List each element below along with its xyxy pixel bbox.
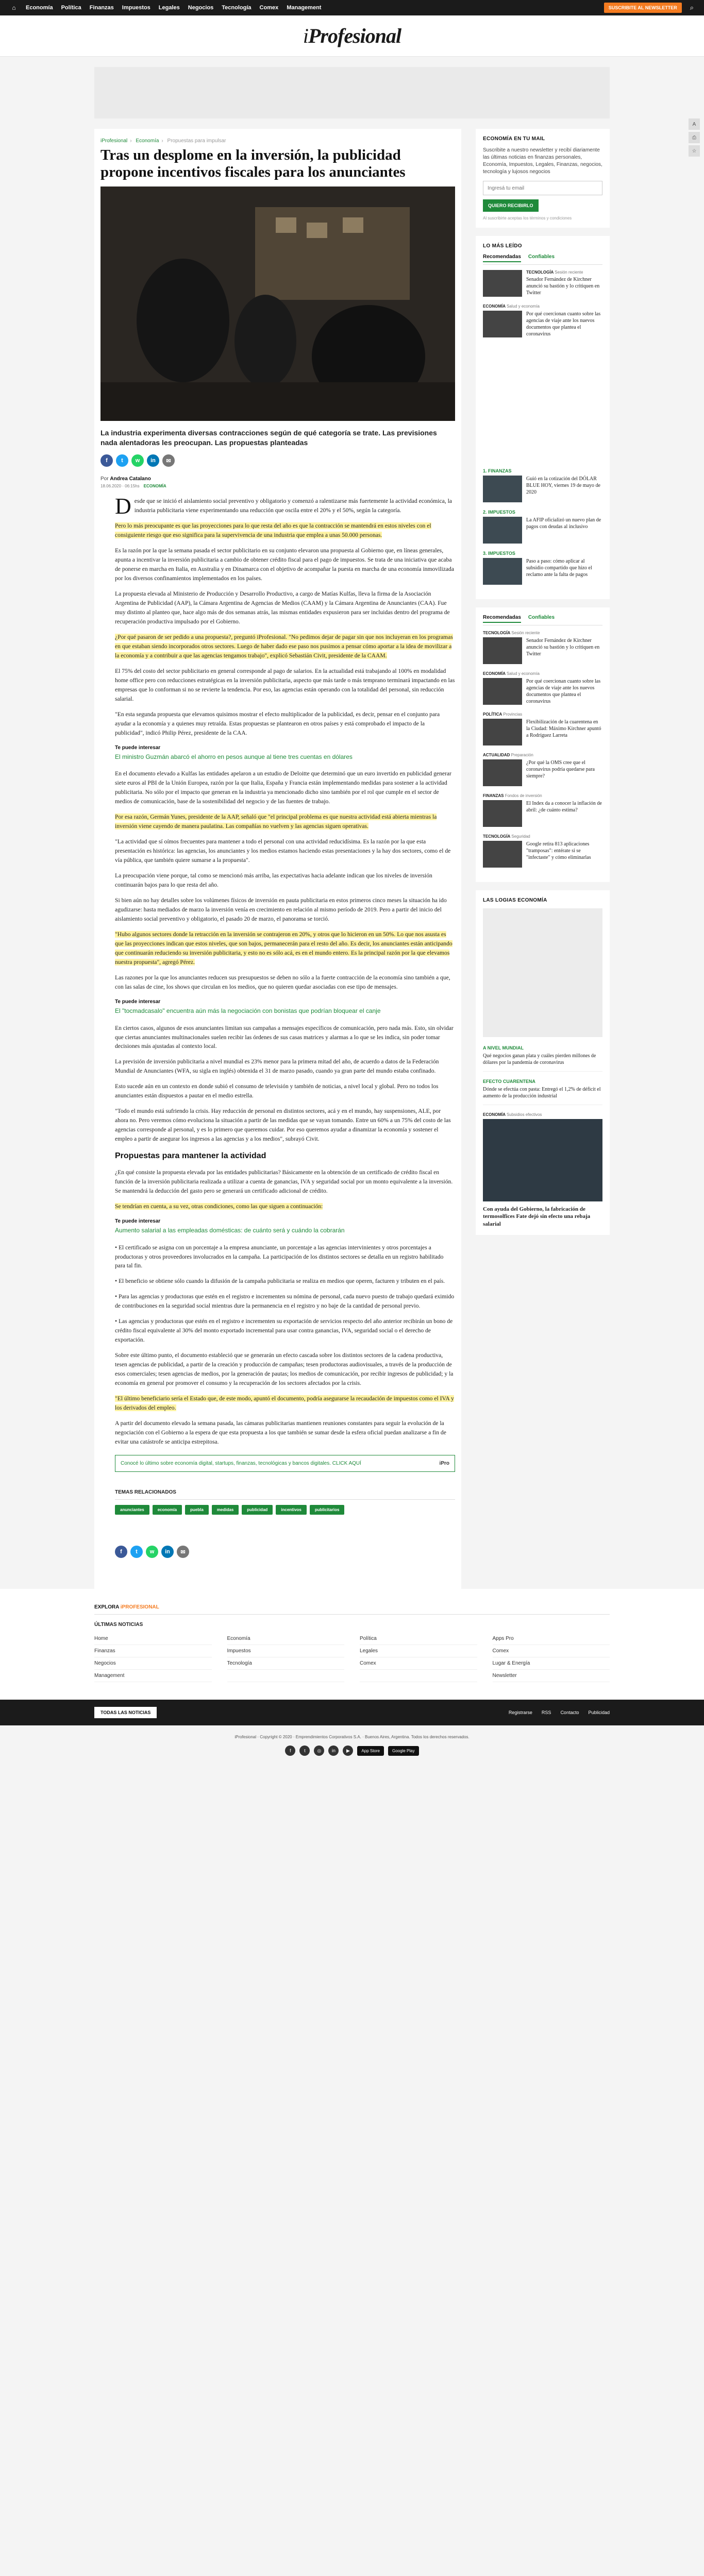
ad-slot — [483, 345, 602, 468]
footer-link — [360, 1670, 477, 1682]
paragraph: "En esta segunda propuesta que elevamos quisimos mostrar el efecto multiplicador de la publicidad, es decir, pensar en el conjunto para ayudar a la economía y a quienes muy retraída. Estas propuestas se plantearon en otros países y está comprobado el impacto de la publicidad", indicó Philip Pérez, presidente de la CAA. — [115, 710, 440, 736]
item-section: ECONOMÍA Subsidios efectivos — [483, 1112, 542, 1117]
footer-bottom — [0, 1725, 704, 1771]
footer-links-grid — [94, 1633, 610, 1682]
item-title: Dónde se efectúa con pasta: Entregó el 1,2% de déficit el aumento de la producción industrial — [483, 1087, 601, 1099]
item-title: Google retira 813 aplicaciones "tramposas": entérate si se "infectaste" y cómo eliminarlas — [526, 841, 591, 860]
item-title: Senador Fernández de Kirchner anunció su bastión y lo critiquen en Twitter — [526, 638, 600, 657]
subscribe-newsletter-button[interactable]: SUSCRIBITE AL NEWSLETTER — [604, 3, 682, 13]
all-news-button[interactable]: TODAS LAS NOTICIAS — [94, 1707, 157, 1718]
content-wrapper — [94, 129, 610, 1589]
twitter-icon[interactable]: t — [116, 454, 128, 467]
item-title: El Index da a conocer la inflación de abril: ¿de cuánto estima? — [526, 801, 602, 813]
paragraph: Desde que se inició el aislamiento social preventivo y obligatorio y comenzó a ralentizarse más fuertemente la actividad económica, la industria publicitaria viene experimentando una reducción que oscila entre el 20% y el 50%, según la categoría. — [115, 494, 452, 519]
article-title: Tras un desplome en la inversión, la publicidad propone incentivos fiscales para los anunciantes — [100, 147, 406, 181]
tab-recomendadas[interactable]: Recomendadas — [483, 254, 521, 262]
nav-item-finanzas[interactable]: Finanzas — [89, 5, 114, 11]
numbered-item[interactable] — [483, 510, 602, 544]
twitter-icon[interactable]: t — [299, 1745, 310, 1756]
nav-item-negocios[interactable]: Negocios — [188, 5, 214, 11]
thumbnail — [483, 841, 522, 868]
author-line: Por Andrea Catalano — [100, 476, 151, 482]
editorial-widget — [476, 890, 610, 1235]
subscribe-button[interactable]: QUIERO RECIBIRLO — [483, 199, 539, 212]
linkedin-icon[interactable]: in — [328, 1745, 339, 1756]
item-title: Por qué coercionan cuanto sobre las agencias de viaje ante los nuevos documentos que plantea el coronavirus — [526, 679, 601, 704]
related-label: Te puede interesar — [115, 998, 161, 1005]
search-icon[interactable]: ⌕ — [690, 4, 694, 11]
nav-item-economia[interactable]: Economía — [26, 5, 53, 11]
nav-item-comex[interactable]: Comex — [259, 5, 279, 11]
item-title: ¿Por qué la OMS cree que el coronavirus podría quedarse para siempre? — [526, 760, 595, 779]
section-heading: Propuestas para mantener la actividad — [115, 1151, 266, 1161]
thumbnail — [483, 517, 522, 544]
sidebar — [476, 129, 610, 1589]
footer-bar — [0, 1700, 704, 1725]
email-input[interactable] — [483, 181, 602, 195]
footer-link[interactable]: Lugar & Energía — [493, 1657, 610, 1670]
footer-link[interactable]: Comex — [360, 1657, 477, 1670]
paragraph: En el documento elevado a Kulfas las entidades apelaron a un estudio de Deloitte que determinó que un euro invertido en publicidad generar siete euros al PBI de la Unión Europea, razón por la que Italia, España y Francia están implementando medidas para sostener a la actividad publicitaria. No sólo por el impacto que generan en la industria ya mencionado dicho sino también por el rol que cumple en el sector de medios de comunicación, base de la sostenibilidad del negocio y de las fuentes de trabajo. — [115, 770, 451, 805]
paragraph: ¿En qué consiste la propuesta elevada por las entidades publicitarias? Básicamente en la obtención de un certificado de crédito fiscal en función de la inversión publicitaria realizada a utilizar a cuenta de ganancias, IVA y seguridad social por un monto equivalente a la inversión. Se mantendrá la deducción del gasto pero se generará un certificado adicional de crédito. — [115, 1168, 453, 1194]
related-link[interactable]: El ministro Guzmán abarcó el ahorro en pesos aunque al tiene tres cuentas en dólares — [115, 753, 353, 761]
paragraph: Si bien aún no hay detalles sobre los volúmenes físicos de inversión en pauta publicitaria en estos primeros cinco meses la situación ha ido agudizarse: hasta mediados de marzo la inversión venía en crecimiento en relación al mismo período de 2019. Pero a partir del inicio del aislamiento social preventivo y obligatorio, el pasado 20 de marzo, el panorama se torció. — [115, 897, 447, 923]
thumbnail — [483, 800, 522, 827]
copyright: iProfesional · Copyright © 2020 · Emprendimientos Corporativos S.A. · Buenos Aires, Argentina. Todos los derechos reservados. — [234, 1735, 470, 1740]
list-item[interactable] — [483, 311, 602, 337]
footer-link[interactable]: Home — [94, 1633, 212, 1645]
item-title: Flexibilización de la cuarentena en la Ciudad: Máximo Kirchner apuntó a Rodríguez Larreta — [526, 719, 601, 738]
recommended-tabs — [483, 615, 602, 625]
email-icon[interactable]: ✉ — [162, 454, 175, 467]
item-section: TECNOLOGÍA Sesión reciente — [483, 631, 540, 635]
newsletter-fine-print: Al suscribirte aceptas los términos y condiciones — [483, 216, 572, 221]
breadcrumb: iProfesional › Economía › Propuestas para impulsar — [100, 138, 226, 144]
facebook-icon[interactable]: f — [100, 454, 113, 467]
footer-bar-link[interactable]: Publicidad — [588, 1710, 610, 1716]
footer-social — [0, 1745, 704, 1756]
newsletter-widget — [476, 129, 610, 228]
footer-explore-title: EXPLORA iPROFESIONAL — [94, 1604, 610, 1615]
tab-confiables[interactable]: Confiables — [528, 615, 555, 620]
tag-chip[interactable]: puebla — [185, 1505, 209, 1515]
list-item[interactable] — [483, 841, 602, 868]
footer-link[interactable]: Tecnología — [227, 1657, 345, 1670]
footer-link[interactable]: Política — [360, 1633, 477, 1645]
bullet-item: • El beneficio se obtiene sólo cuando la difusión de la campaña publicitaria se realiza en medios que operen, facturen y tributen en el país. — [115, 1278, 445, 1285]
nav-item-impuestos[interactable]: Impuestos — [122, 5, 150, 11]
nav-item-legales[interactable]: Legales — [158, 5, 180, 11]
author-name[interactable]: Andrea Catalano — [110, 476, 151, 482]
top-ad-banner — [94, 67, 610, 118]
facebook-icon[interactable]: f — [285, 1745, 295, 1756]
paragraph: Por esa razón, Germán Yunes, presidente de la AAP, señaló que "el principal problema es que nuestra actividad está abierta mientras la inversión viene cayendo de manera paulatina. Las compañías no vuelven y las agencias siguen operativas. — [115, 814, 437, 830]
tag-chip[interactable]: economía — [153, 1505, 182, 1515]
paragraph: Se tendrían en cuenta, a su vez, otras condiciones, como las que siguen a continuación: — [115, 1202, 323, 1210]
facebook-icon[interactable]: f — [115, 1546, 127, 1558]
home-icon[interactable]: ⌂ — [12, 4, 16, 11]
item-section: TECNOLOGÍA Seguridad — [483, 834, 530, 839]
bookmark-icon[interactable]: ☆ — [689, 145, 700, 157]
paragraph: En ciertos casos, algunos de esos anunciantes limitan sus campañas a mensajes específicos de comunicación, pero nada más. Esto, sin olvidar que ciertas anunciantes multinacionales suelen recibir las órdenes de sus casas matrices y alarmas a lo que se les indica, sin poder tomar decisiones más ajustadas al contexto local. — [115, 1024, 454, 1050]
item-section: A NIVEL MUNDIAL — [483, 1045, 524, 1050]
breadcrumb-item[interactable]: Propuestas para impulsar — [167, 138, 226, 144]
list-item[interactable] — [483, 270, 602, 297]
share-buttons-top — [94, 450, 461, 471]
item-section: ECONOMÍA Salud y economía — [483, 304, 540, 309]
story-image[interactable] — [483, 1119, 602, 1201]
thumbnail — [483, 558, 522, 585]
item-section: TECNOLOGÍA Sesión reciente — [526, 270, 583, 275]
editorial-title: LAS LOGIAS ECONOMÍA — [483, 897, 547, 903]
top-navbar — [0, 0, 704, 15]
newsletter-promo-text[interactable]: Conocé lo último sobre economía digital, startups, finanzas, tecnológicas y bancos digitales. CLICK AQUÍ — [121, 1460, 361, 1466]
paragraph: "Todo el mundo está sufriendo la crisis. Hay reducción de personal en distintos sectores, acá y en el mundo, hay suspensiones, ALE, por ahora no. Pero veremos cómo evoluciona la situación a partir de las medidas que se vayan tomando. Entre un 60% a un 75% del costo de las agencias corresponde al personal, y es lo primero que queremos cuidar. Por eso queremos ayudar a dinamizar la economía y sostener el empleo a partir de asegurar los ingresos a las agencias y a los medios", subrayó Civit. — [115, 1108, 451, 1143]
item-section: EFECTO CUARENTENA — [483, 1079, 535, 1084]
thumbnail — [483, 719, 522, 745]
linkedin-icon[interactable]: in — [161, 1546, 174, 1558]
related-tags — [94, 1500, 461, 1525]
paragraph: El 75% del costo del sector publicitario en general corresponde al pago de salarios. En la actualidad está trabajando al 100% en modalidad home office pero con reducciones estratégicas en la inversión publicitaria, aspecto que más tarde o más temprano terminará impactando en las empresas que lo conforman si no se revierte la tendencia. Por eso, las agencias están operando con la totalidad del personal, sin reducción salarial. — [115, 668, 455, 702]
tag-chip[interactable]: publicitarios — [310, 1505, 345, 1515]
list-item[interactable] — [483, 637, 602, 664]
email-icon[interactable]: ✉ — [177, 1546, 189, 1558]
related-topics-title: TEMAS RELACIONADOS — [115, 1480, 455, 1500]
item-section: 3. IMPUESTOS — [483, 551, 515, 556]
item-title: Senador Fernández de Kirchner anunció su bastión y lo critiquen en Twitter — [526, 277, 600, 296]
item-title: Por qué coercionan cuanto sobre las agencias de viaje ante los nuevos documentos que plantea el coronavirus — [526, 311, 601, 337]
most-read-title: LO MÁS LEÍDO — [483, 243, 522, 249]
category-link[interactable]: ECONOMÍA — [143, 484, 166, 489]
instagram-icon[interactable]: ◎ — [314, 1745, 324, 1756]
article-lead: La industria experimenta diversas contracciones según de qué categoría se trate. Las previsiones nada alentadoras les preocupan. Las propuestas planteadas — [100, 428, 437, 447]
item-title: Qué negocios ganan plata y cuáles pierden millones de dólares por la pandemia de coronavirus — [483, 1053, 596, 1065]
item-title: Guió en la cotización del DÓLAR BLUE HOY, viernes 19 de mayo de 2020 — [526, 476, 600, 495]
share-buttons-bottom — [94, 1525, 461, 1589]
numbered-item[interactable] — [483, 468, 602, 502]
paragraph: La previsión de inversión publicitaria a nivel mundial es 23% menor para la primera mitad del año, de acuerdo a datos de la Federación Mundial de Anunciantes (WFA, su sigla en inglés) obtenida el 31 de marzo pasado, cuando ya gran parte del mundo estaba confinado. — [115, 1058, 439, 1075]
nav-item-management[interactable]: Management — [287, 5, 322, 11]
footer-bar-link[interactable]: Contacto — [560, 1710, 579, 1716]
logo-header — [0, 15, 704, 57]
tag-chip[interactable]: incentivos — [276, 1505, 307, 1515]
thumbnail — [483, 476, 522, 502]
item-title: Paso a paso: cómo aplicar al subsidio compartido que hizo el reclamo ante la falta de pagos — [526, 558, 592, 578]
article-main — [94, 129, 461, 1589]
footer-link[interactable]: Economía — [227, 1633, 345, 1645]
item-section: FINANZAS Fondos de inversión — [483, 793, 542, 798]
thumbnail — [483, 270, 522, 297]
footer-bar-link[interactable]: Registrarse — [508, 1710, 532, 1716]
thumbnail — [483, 759, 522, 786]
footer-link[interactable]: Finanzas — [94, 1645, 212, 1657]
paragraph: ¿Por qué pasaron de ser pedido a una propuesta?, preguntó iProfesional. "No pedimos dejar de pagar sin que nos incluyeran en los programas en que estaban siendo incorporados otros sectores. Luego de haber dado ese paso nos pusimos a pensar cómo aportar a la idea de movilizar a la economía y a contribuir a que las agencias tengamos trabajo", explicó Sebastián Civit, presidente de la CAAM. — [115, 634, 453, 659]
nav-item-tecnologia[interactable]: Tecnología — [222, 5, 252, 11]
newsletter-promo-logo: iPro — [439, 1460, 449, 1466]
recommended-widget — [476, 607, 610, 882]
footer-link[interactable]: Management — [94, 1670, 212, 1682]
nav-item-politica[interactable]: Política — [61, 5, 81, 11]
hero-illustration — [100, 187, 455, 421]
tag-chip[interactable]: anunciantes — [115, 1505, 149, 1515]
newsletter-promo-box[interactable] — [115, 1455, 455, 1472]
item-title[interactable]: Con ayuda del Gobierno, la fabricación de termosolfices Fate dejó sin efecto una rebaja salarial — [483, 1206, 591, 1227]
related-label: Te puede interesar — [115, 1218, 161, 1224]
footer-link[interactable]: Negocios — [94, 1657, 212, 1670]
whatsapp-icon[interactable]: w — [131, 454, 144, 467]
footer-link — [227, 1670, 345, 1682]
numbered-item[interactable] — [483, 551, 602, 585]
list-item[interactable] — [483, 1079, 602, 1105]
list-item[interactable] — [483, 1045, 602, 1072]
twitter-icon[interactable]: t — [130, 1546, 143, 1558]
item-section: 2. IMPUESTOS — [483, 510, 515, 515]
item-section: POLÍTICA Provincias — [483, 712, 523, 717]
paragraph: A partir del documento elevado la semana pasada, las cámaras publicitarias mantienen reuniones constantes para seguir la evolución de la negociación con el Gobierno a la espera de que esta propuesta a los que también se sumar desde la esfera oficial puedan analizarse a fin de evitar una catástrofe se anticipa estrepitosa. — [115, 1420, 446, 1446]
paragraph: La preocupación viene porque, tal como se mencionó más arriba, las expectativas hacia adelante indican que los niveles de inversión continuarán bajos para lo que resta del año. — [115, 872, 432, 889]
breadcrumb-item[interactable]: Economía — [136, 138, 159, 144]
bullet-item: • Para las agencias y productoras que estén en el registro e incrementen su nómina de personal, cada nuevo puesto de trabajo quedará eximido de contribuciones en la seguridad social mientras dure la permanencia en el registro y no baje de la cantidad de personal previo. — [115, 1293, 455, 1310]
whatsapp-icon[interactable]: w — [146, 1546, 158, 1558]
paragraph: "El último beneficiario sería el Estado que, de este modo, apuntó el documento, podría asegurarse la recaudación de impuestos como el IVA y los derivados del empleo. — [115, 1395, 454, 1412]
related-link[interactable]: El "tocmadcasalo" encuentra aún más la negociación con bonistas que podrían bloquear el canje — [115, 1007, 381, 1015]
tag-chip[interactable]: publicidad — [242, 1505, 273, 1515]
paragraph: Las razones por la que los anunciantes reducen sus presupuestos se deben no sólo a la fuerte contracción de la economía sino también a que, con las salas de cine, los shows que circulan en los medios, que no quieren quedar asociadas con ese tipo de mensajes. — [115, 974, 450, 990]
paragraph: La propuesta elevada al Ministerio de Producción y Desarrollo Productivo, a cargo de Matías Kulfas, lleva la firma de la Asociación Argentina de Publicidad (AAP), la Cámara Argentina de Agencias de Medios (CAAM) y la Cámara Argentina de Anunciantes (CAA). Fue muy distinto al planteo que, hace algo más de dos semanas atrás, las mismas entidades expusieron para ser incluidas dentro del programa de recuperación productiva impulsado por el Gobierno. — [115, 590, 450, 625]
font-size-icon[interactable]: A — [689, 118, 700, 130]
most-read-widget — [476, 236, 610, 599]
list-item[interactable] — [483, 678, 602, 705]
linkedin-icon[interactable]: in — [147, 454, 159, 467]
related-label: Te puede interesar — [115, 744, 161, 751]
footer-bar-link[interactable]: RSS — [541, 1710, 551, 1716]
paragraph: Es la razón por la que la semana pasada el sector publicitario en su conjunto elevaron una propuesta al Gobierno que, en líneas generales, apunta a incentivar la inversión publicitaria a cambio de obtener crédito fiscal para el pago de impuestos. Se trata de una iniciativa que acaba de ponerse en marcha en Italia, en Australia y en Dinamarca con el objetivo de acompañar la puesta en marcha de una economía inmovilizada por los diversos confinamientos implementados en los países. — [115, 547, 454, 582]
footer-link[interactable]: Impuestos — [227, 1645, 345, 1657]
youtube-icon[interactable]: ▶ — [343, 1745, 353, 1756]
ad-slot — [483, 908, 602, 1037]
breadcrumb-item[interactable]: iProfesional — [100, 138, 128, 144]
article-body — [94, 494, 461, 1472]
footer-link[interactable]: Comex — [493, 1645, 610, 1657]
thumbnail — [483, 311, 522, 337]
footer-latest-title: ÚLTIMAS NOTICIAS — [94, 1622, 143, 1628]
drop-cap: D — [115, 494, 131, 519]
item-title: La AFIP oficializó un nuevo plan de pagos con deudas al inclusivo — [526, 517, 601, 530]
site-logo[interactable]: iProfesional — [303, 24, 401, 47]
related-link[interactable]: Aumento salarial a las empleadas domésticas: de cuánto será y cuándo la cobrarán — [115, 1227, 345, 1234]
dateline: 18.06.2020 · 06:15hs ECONOMÍA — [100, 484, 166, 489]
most-read-tabs — [483, 254, 602, 265]
thumbnail — [483, 678, 522, 705]
bullet-item: • El certificado se asigna con un porcentaje a la empresa anunciante, un porcentaje a las agencias intervinientes y otros porcentajes a productoras y otros proveedores involucrados en la campaña. La participación de los distintos sectores se detalla en un registro habilitado para tal fin. — [115, 1244, 444, 1269]
paragraph: Esto sucede aún en un contexto en donde subió el consumo de televisión y también de noticias, a nivel local y global. Pero no todos los anunciantes están dispuestos a pautar en el medio estrella. — [115, 1083, 439, 1099]
tab-recomendadas[interactable]: Recomendadas — [483, 615, 521, 623]
footer — [0, 1589, 704, 1771]
footer-link[interactable]: Newsletter — [493, 1670, 610, 1682]
paragraph: "La actividad que sí oímos frecuentes para mantener a todo el personal con una actividad reducidísima. Es la razón por la que esta presentación es histórica: las agencias, los anunciantes y los medios estamos haciendo estas presentaciones y la hay dos sectores, como el de vía pública, que también quiere sumarse a la propuesta". — [115, 838, 451, 864]
item-section: ECONOMÍA Salud y economía — [483, 671, 540, 676]
newsletter-title: ECONOMÍA EN TU MAIL — [483, 136, 545, 142]
item-section: 1. FINANZAS — [483, 468, 512, 473]
newsletter-description: Suscribite a nuestro newsletter y recibí diariamente las últimas noticias en finanzas personales, Economía, Impuestos, Legales, Finanzas, negocios, tecnología y lujosos negocios — [483, 147, 602, 175]
footer-link[interactable]: Apps Pro — [493, 1633, 610, 1645]
paragraph: Pero lo más preocupante es que las proyecciones para lo que resta del año es que la contracción se mantendrá en estos niveles con el consiguiente riesgo que eso significa para la supervivencia de una industria que emplea a unas 50.000 personas. — [115, 522, 431, 539]
footer-link[interactable]: Legales — [360, 1645, 477, 1657]
paragraph: Sobre este último punto, el documento estableció que se generarán un efecto cascada sobre los distintos sectores de la cadena productiva, tesen agencias de publicidad, a partir de la creación y producción de campañas; tesen productoras audiovisuales, a través de la producción de esos comerciales; tesen agencias de medios, por la generación de pautas; los medios de comunicación, por recibir ingresos de publicidad; y la economía en general por promover el consumo y la recuperación de los sectores afectados por la crisis. — [115, 1352, 454, 1387]
list-item[interactable] — [483, 719, 602, 745]
floating-tools — [689, 118, 700, 157]
bullet-item: • Las agencias y productoras que estén en el registro e incrementen su exportación de servicios respecto del año anterior recibirán un bono de crédito fiscal equivalente al 30% del monto exportado incremental para usar contra ganancias, IVA, seguridad social o el derecho de exportación. — [115, 1318, 453, 1344]
tag-chip[interactable]: medidas — [212, 1505, 239, 1515]
print-icon[interactable]: ⎙ — [689, 132, 700, 143]
hero-image — [100, 187, 455, 421]
google-play-badge[interactable]: Google Play — [388, 1746, 419, 1756]
tab-confiables[interactable]: Confiables — [528, 254, 555, 260]
app-store-badge[interactable]: App Store — [357, 1746, 384, 1756]
list-item[interactable] — [483, 759, 602, 786]
item-section: ACTUALIDAD Preparación — [483, 753, 533, 757]
paragraph: "Hubo algunos sectores donde la retracción en la inversión se contrajeron en 20%, y otros que lo hicieron en un 50%. Lo que nos asusta es que las proyecciones indican que estos niveles, que son bajos, permanecerán para el resto del año. Es decir, los anunciantes están anticipando que continuarán reduciendo su inversión publicitaria, y esto no es sólo acá, es en el mundo entero. Es la principal razón por la que elevamos nuestra propuesta", agregó Pérez. — [115, 931, 452, 965]
list-item[interactable] — [483, 800, 602, 827]
thumbnail — [483, 637, 522, 664]
